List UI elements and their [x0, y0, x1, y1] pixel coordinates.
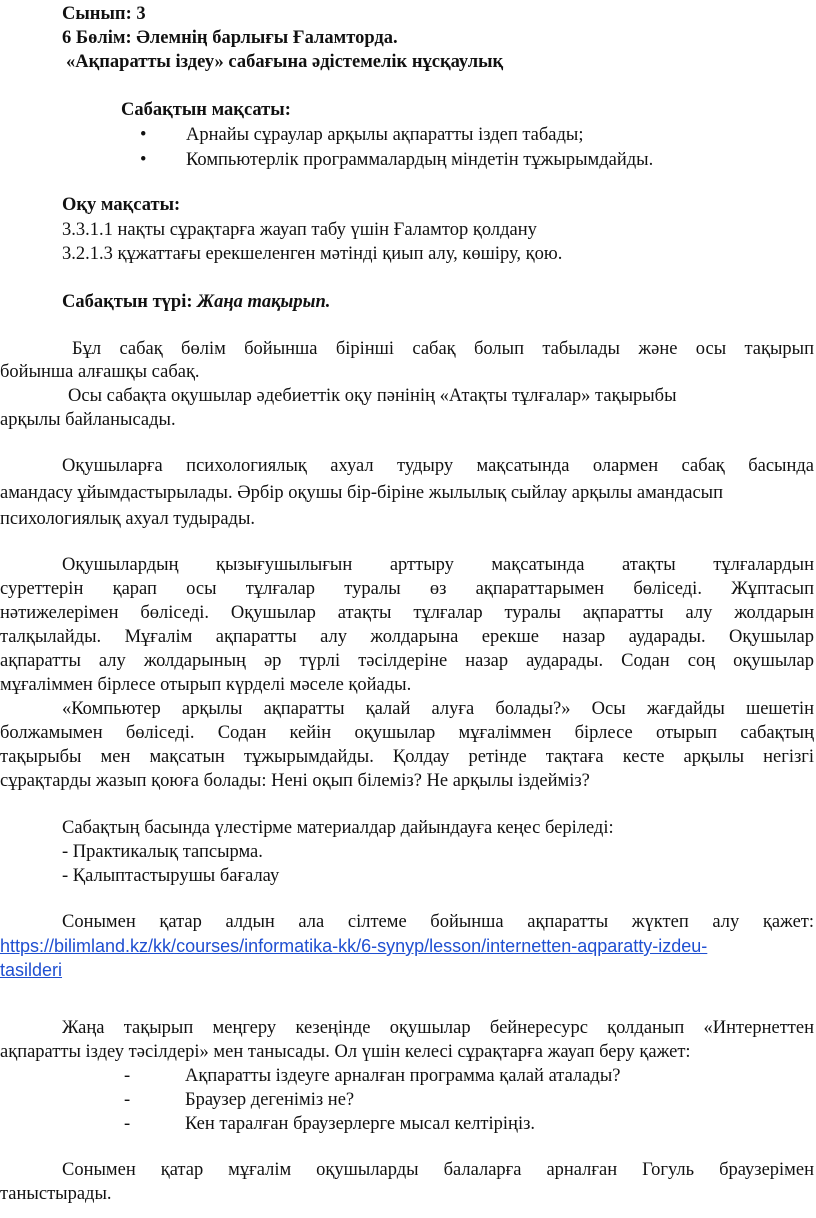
goals-heading: Сабақтын мақсаты:: [121, 100, 291, 120]
question-item: Кен таралған браузерлерге мысал келтіріңіз.: [185, 1114, 536, 1134]
paragraph-line: Жаңа тақырып меңгеру кезеңінде оқушылар бейнересурс қолданып «Интернеттен: [62, 1018, 814, 1038]
paragraph-line: сұрақтарды жазып қоюға болады: Нені оқып білеміз? Не арқылы іздейміз?: [0, 771, 590, 791]
learning-item: 3.2.1.3 құжаттағы ерекшеленген мәтінді қиып алу, көшіру, қою.: [62, 244, 563, 264]
lesson-type-value: Жаңа тақырып.: [197, 292, 331, 312]
question-item: Браузер дегеніміз не?: [185, 1090, 355, 1110]
goal-item: Арнайы сұраулар арқылы ақпаратты іздеп табады;: [186, 125, 584, 145]
learning-heading: Оқу мақсаты:: [62, 195, 181, 215]
paragraph-line: болжамымен бөліседі. Содан кейін оқушылар мұғаліммен бірлесе отырып сабақтың: [0, 723, 814, 743]
paragraph-line: ақпаратты іздеу тәсілдері» мен танысады. Ол үшін келесі сұрақтарға жауап беру қажет:: [0, 1042, 691, 1062]
paragraph-line: Сонымен қатар мұғалім оқушыларды балаларға арналған Гогуль браузерімен: [62, 1160, 814, 1180]
paragraph-line: Оқушылардың қызығушылығын арттыру мақсатында атақты тұлғалардын: [62, 555, 814, 575]
paragraph-line: Сонымен қатар алдын ала сілтеме бойынша ақпаратты жүктеп алу қажет:: [62, 912, 814, 932]
resource-link-line[interactable]: tasilderi: [0, 960, 63, 980]
dash-icon: -: [124, 1066, 131, 1086]
lesson-type-label: Сабақтын түрі:: [62, 292, 193, 312]
paragraph-line: Оқушыларға психологиялық ахуал тудыру мақсатында олармен сабақ басында: [62, 456, 814, 476]
learning-item: 3.3.1.1 нақты сұрақтарға жауап табу үшін Ғаламтор қолдану: [62, 220, 537, 240]
paragraph-line: ақпаратты алу жолдарының әр түрлі тәсілдеріне назар аударады. Содан соң оқушылар: [0, 651, 814, 671]
document-title: «Ақпаратты іздеу» сабағына әдістемелік нұсқаулық: [66, 52, 504, 72]
paragraph-line: амандасу ұйымдастырылады. Әрбір оқушы бір-біріне жылылық сыйлау арқылы амандасып: [0, 483, 723, 503]
resource-link-line[interactable]: https://bilimland.kz/kk/courses/informatika-kk/6-synyp/lesson/internetten-aqparatty-izdeu-: [0, 936, 708, 956]
list-item: - Практикалық тапсырма.: [62, 842, 263, 862]
bullet-icon: •: [140, 125, 147, 145]
resource-link-continuation[interactable]: [0, 958, 62, 983]
paragraph-line: бойынша алғашқы сабақ.: [0, 362, 200, 382]
goal-item: Компьютерлік программалардың міндетін тұжырымдайды.: [186, 150, 654, 170]
bullet-icon: •: [140, 150, 147, 170]
resource-link[interactable]: [0, 934, 707, 959]
paragraph-line: талқылайды. Мұғалім ақпаратты алу жолдарына ерекше назар аударады. Оқушылар: [0, 627, 814, 647]
paragraph-line: психологиялық ахуал тудырады.: [0, 509, 256, 529]
list-item: - Қалыптастырушы бағалау: [62, 866, 280, 886]
paragraph-line: Осы сабақта оқушылар әдебиеттік оқу пәнінің «Атақты тұлғалар» тақырыбы: [68, 386, 677, 406]
paragraph-line: таныстырады.: [0, 1184, 112, 1204]
question-item: Ақпаратты іздеуге арналған программа қалай аталады?: [185, 1066, 621, 1086]
paragraph-line: нәтижелерімен бөліседі. Оқушылар атақты тұлғалар туралы ақпаратты алу жолдарын: [0, 603, 814, 623]
dash-icon: -: [124, 1090, 131, 1110]
paragraph-line: арқылы байланысады.: [0, 410, 176, 430]
paragraph-line: Бұл сабақ бөлім бойынша бірінші сабақ болып табылады және осы тақырып: [72, 339, 814, 359]
paragraph-line: Сабақтың басында үлестірме материалдар дайындауға кеңес беріледі:: [62, 818, 614, 838]
dash-icon: -: [124, 1114, 131, 1134]
section-heading: 6 Бөлім: Әлемнің барлығы Ғаламторда.: [62, 28, 398, 48]
lesson-type: [62, 290, 330, 314]
paragraph-line: суреттерін қарап осы тұлғалар туралы өз ақпараттарымен бөліседі. Жұптасып: [0, 579, 814, 599]
paragraph-line: мұғаліммен бірлесе отырып күрделі мәселе қойады.: [0, 675, 412, 695]
paragraph-line: тақырыбы мен мақсатын тұжырымдайды. Қолдау ретінде тақтаға кесте арқылы негізгі: [0, 747, 814, 767]
paragraph-line: «Компьютер арқылы ақпаратты қалай алуға болады?» Осы жағдайды шешетін: [62, 699, 814, 719]
grade-heading: Сынып: 3: [62, 4, 146, 24]
